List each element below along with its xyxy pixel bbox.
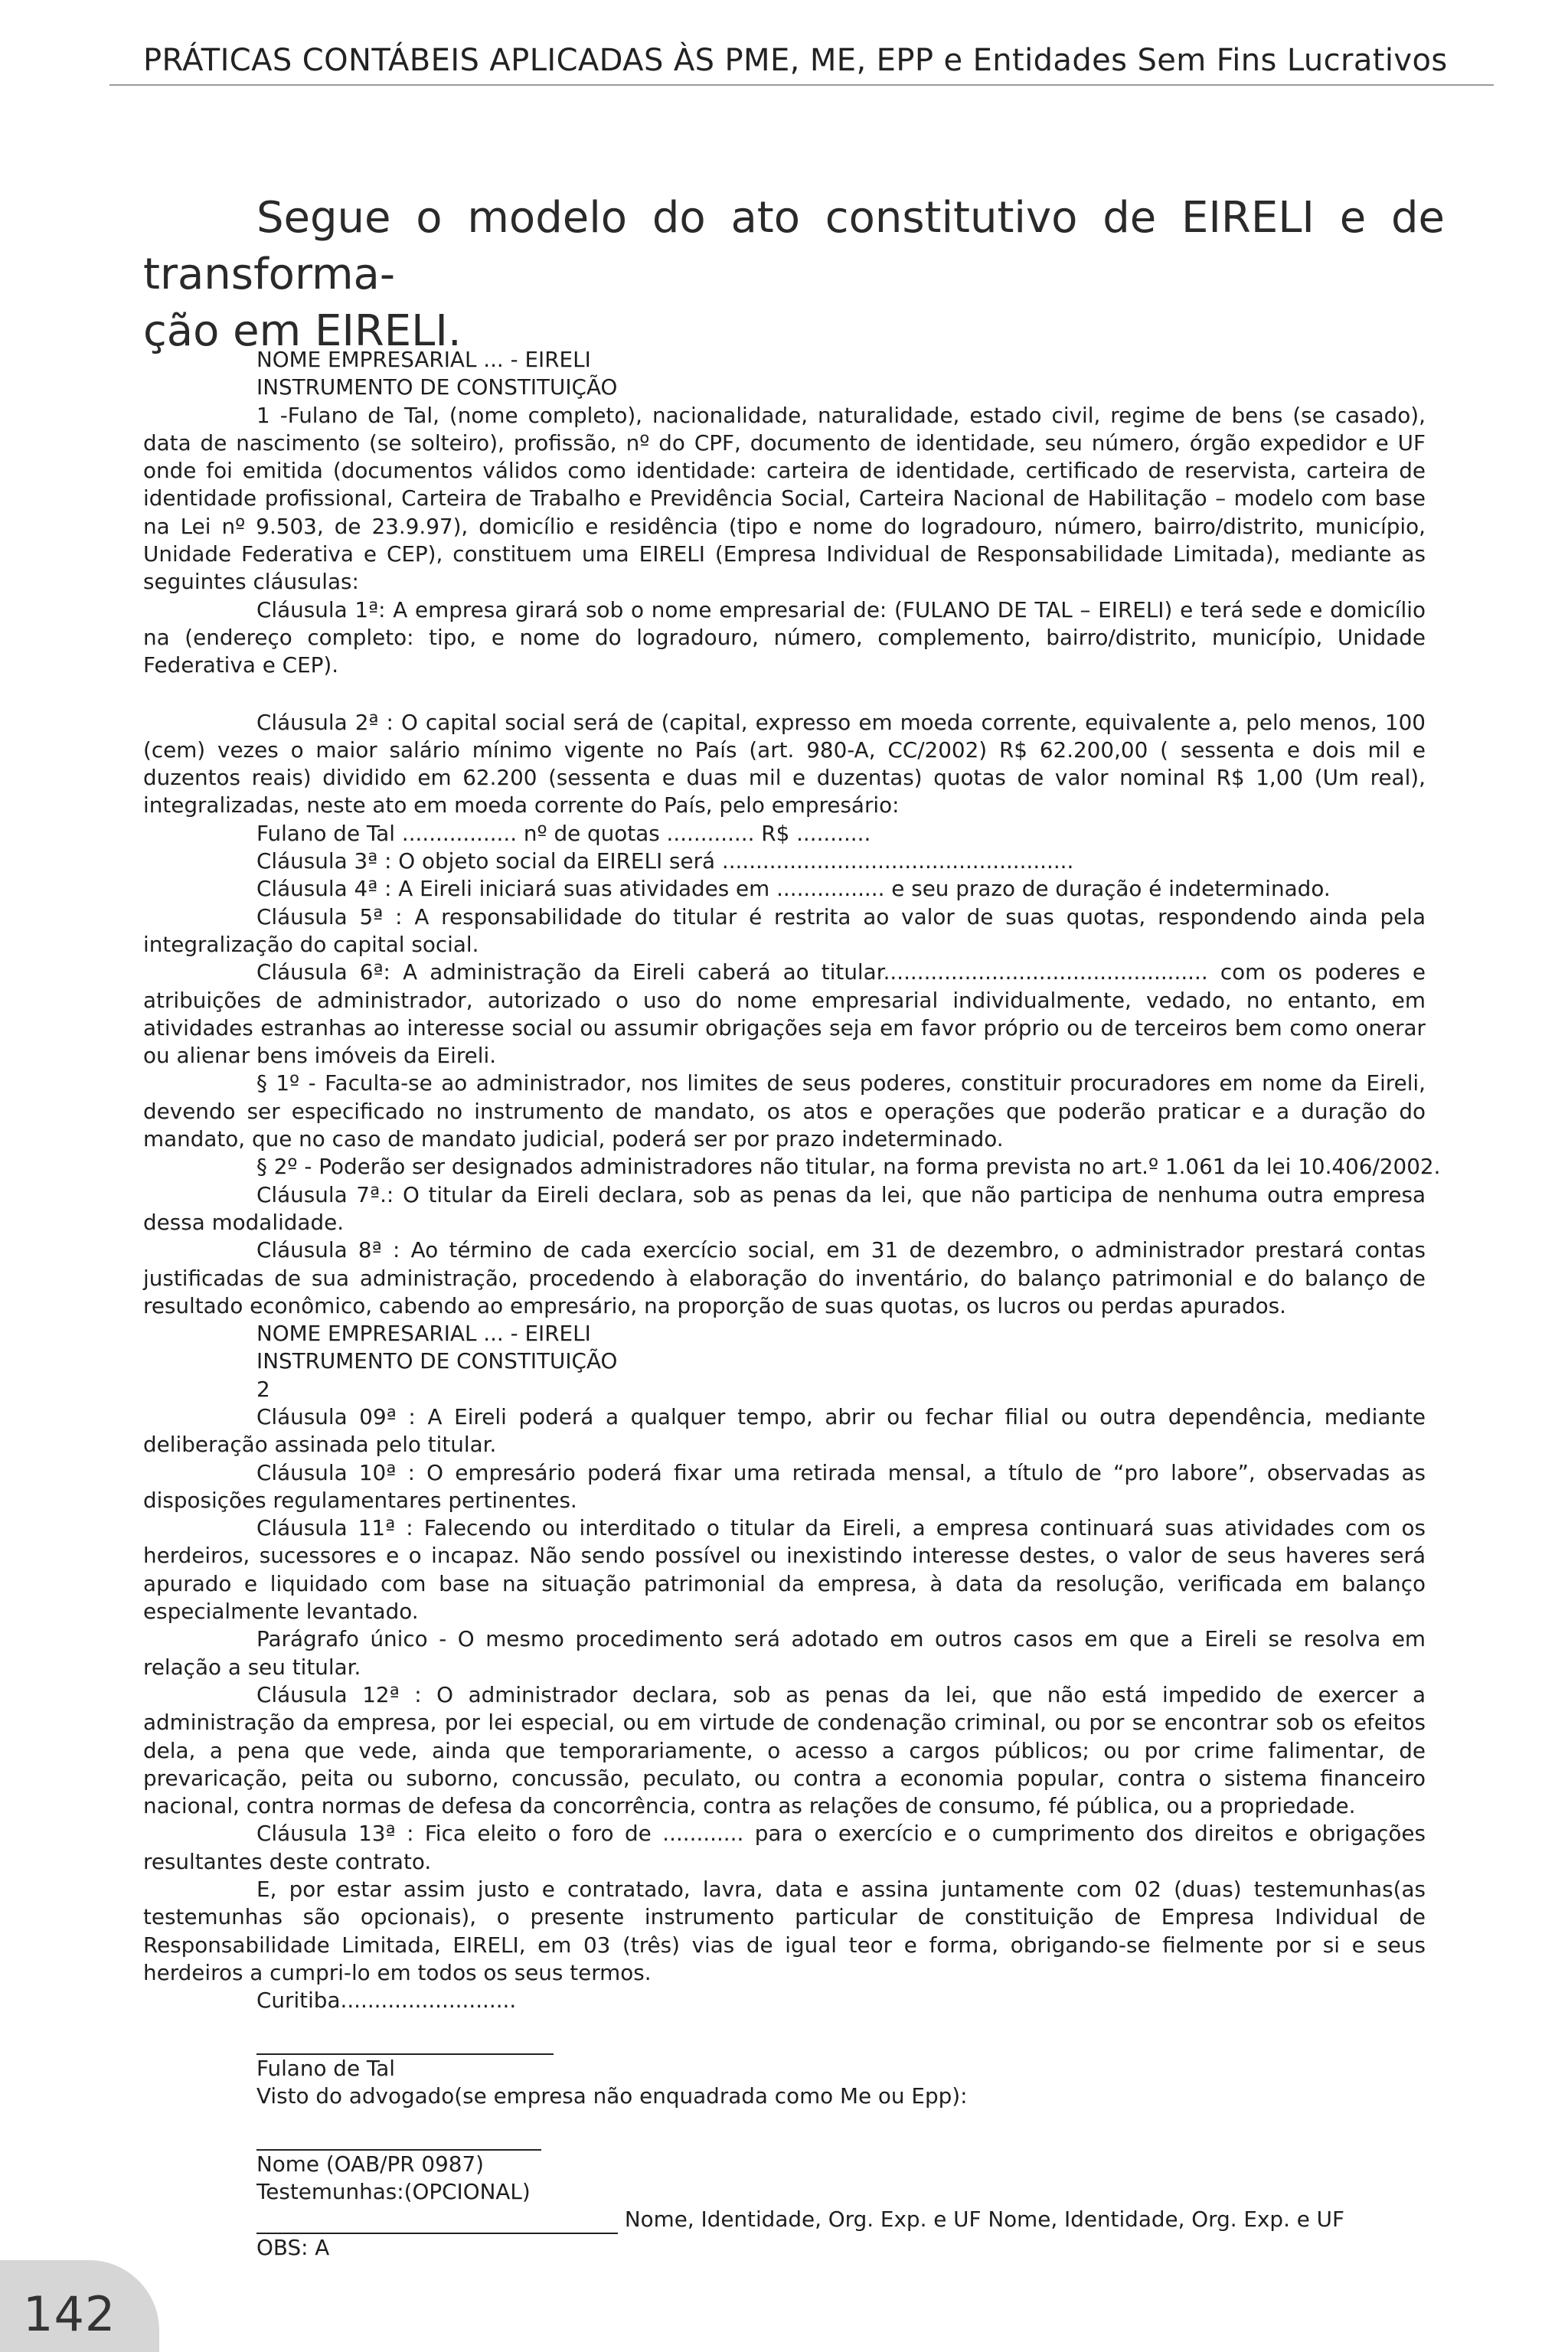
clause-9: Cláusula 09ª : A Eireli poderá a qualquer tempo, abrir ou fechar filial ou outra dependência, mediante deliberação assinada pelo titular. <box>143 1403 1426 1458</box>
document-subtitle: INSTRUMENTO DE CONSTITUIÇÃO <box>256 374 618 400</box>
clause-11: Cláusula 11ª : Falecendo ou interditado o titular da Eireli, a empresa continuará suas atividades com os herdeiros, sucessores e o incapaz. Não sendo possível ou inexistindo interesse destes, o valor de seus haveres será apurado e liquidado com base na situação patrimonial da empresa, à data da resolução, verificada em balanço especialmente levantado. <box>143 1515 1426 1625</box>
obs-note: OBS: A <box>256 2234 330 2260</box>
clause-8: Cláusula 8ª : Ao término de cada exercício social, em 31 de dezembro, o administrador prestará contas justificadas de sua administração, procedendo à elaboração do inventário, do balanço patrimonial e do balanço de resultado econômico, cabendo ao empresário, na proporção de suas quotas, os lucros ou perdas apurados. <box>143 1237 1426 1318</box>
clause-5: Cláusula 5ª : A responsabilidade do titular é restrita ao valor de suas quotas, respondendo ainda pela integralização do capital social. <box>143 903 1426 957</box>
clause-2: Cláusula 2ª : O capital social será de (capital, expresso em moeda corrente, equivalente a, pelo menos, 100 (cem) vezes o maior salário mínimo vigente no País (art. 980-A, CC/2002) R$ 62.200,00 ( sessenta e dois mil e duzentos reais) dividido em 62.200 (sessenta e duas mil e duzentas) quotas de valor nominal R$ 1,00 (Um real), integralizadas, neste ato em moeda corrente do País, pelo empresário: <box>143 709 1426 818</box>
document-title: NOME EMPRESARIAL ... - EIRELI <box>256 347 591 372</box>
document-title-2: NOME EMPRESARIAL ... - EIRELI <box>256 1321 591 1347</box>
lawyer-name: Nome (OAB/PR 0987) <box>256 2151 484 2177</box>
intro-line-2: ção em EIRELI. <box>143 306 462 356</box>
header-rule <box>109 84 1494 86</box>
clause-7: Cláusula 7ª.: O titular da Eireli declara, sob as penas da lei, que não participa de nenhuma outra empresa dessa modalidade. <box>143 1181 1426 1235</box>
intro-paragraph <box>143 190 1445 360</box>
witnesses-text: Nome, Identidade, Org. Exp. e UF Nome, Identidade, Org. Exp. e UF <box>624 2207 1345 2233</box>
place-and-date: Curitiba.......................... <box>256 1988 517 2014</box>
clause-10: Cláusula 10ª : O empresário poderá fixar uma retirada mensal, a título de “pro labore”, observadas as disposições regulamentares pertinentes. <box>143 1459 1426 1513</box>
lawyer-note: Visto do advogado(se empresa não enquadrada como Me ou Epp): <box>256 2083 968 2109</box>
sheet-number: 2 <box>256 1376 270 1402</box>
quota-line: Fulano de Tal ................. nº de quotas ............. R$ ........... <box>256 820 871 846</box>
clause-6: Cláusula 6ª: A administração da Eireli caberá ao titular................................................ com os poderes e atribuições de administrador, autorizado o uso do nome empresarial individualmente, vedado, no entanto, em atividades estranhas ao interesse social ou assumir obrigações seja em favor próprio ou de terceiros bem como onerar ou alienar bens imóveis da Eireli. <box>143 959 1426 1069</box>
party-qualification: 1 -Fulano de Tal, (nome completo), nacionalidade, naturalidade, estado civil, regime de bens (se casado), data de nascimento (se solteiro), profissão, nº do CPF, documento de identidade, seu número, órgão expedidor e UF onde foi emitida (documentos válidos como identidade: carteira de identidade, certificado de reservista, carteira de identidade profissional, Carteira de Trabalho e Previdência Social, Carteira Nacional de Habilitação – modelo com base na Lei nº 9.503, de 23.9.97), domicílio e residência (tipo e nome do logradouro, número, bairro/distrito, município, Unidade Federativa e CEP), constituem uma EIRELI (Empresa Individual de Responsabilidade Limitada), mediante as seguintes cláusulas: <box>143 402 1426 595</box>
paragraph-2: § 2º - Poderão ser designados administradores não titular, na forma prevista no art.º 1.061 da lei 10.406/2002. <box>256 1154 1441 1180</box>
witnesses-signature-line <box>143 2206 1426 2233</box>
paragraph-1: § 1º - Faculta-se ao administrador, nos limites de seus poderes, constituir procuradores em nome da Eireli, devendo ser especificado no instrumento de mandato, os atos e operações que poderão praticar e a duração do mandato, que no caso de mandato judicial, poderá ser por prazo indeterminado. <box>143 1070 1426 1152</box>
signature-line-owner <box>143 2027 1426 2055</box>
page-number: 142 <box>23 2286 116 2342</box>
clause-12: Cláusula 12ª : O administrador declara, sob as penas da lei, que não está impedido de exercer a administração da empresa, por lei especial, ou em virtude de condenação criminal, ou por se encontrar sob os efeitos dela, a pena que vede, ainda que temporariamente, o acesso a cargos públicos; ou por crime falimentar, de prevaricação, peita ou suborno, concussão, peculato, ou contra a economia popular, contra o sistema financeiro nacional, contra normas de defesa da concorrência, contra as relações de consumo, fé pública, ou a propriedade. <box>143 1681 1426 1819</box>
signer-name: Fulano de Tal <box>256 2055 396 2081</box>
closing-statement: E, por estar assim justo e contratado, lavra, data e assina juntamente com 02 (duas) testemunhas(as testemunhas são opcionais), o presente instrumento particular de constituição de Empresa Individual de Responsabilidade Limitada, EIRELI, em 03 (três) vias de igual teor e forma, obrigando-se fielmente por si e seus herdeiros a cumpri-lo em todos os seus termos. <box>143 1877 1426 1985</box>
clause-3: Cláusula 3ª : O objeto social da EIRELI será .................................................... <box>256 848 1074 874</box>
signature-line-lawyer <box>143 2122 1426 2150</box>
document-body <box>143 346 1441 2262</box>
witnesses-label: Testemunhas:(OPCIONAL) <box>256 2179 531 2204</box>
clause-1: Cláusula 1ª: A empresa girará sob o nome empresarial de: (FULANO DE TAL – EIRELI) e terá sede e domicílio na (endereço completo: tipo, e nome do logradouro, número, complemento, bairro/distrito, município, Unidade Federativa e CEP). <box>143 596 1426 678</box>
running-header: PRÁTICAS CONTÁBEIS APLICADAS ÀS PME, ME, EPP e Entidades Sem Fins Lucrativos <box>143 43 1448 78</box>
clause-4: Cláusula 4ª : A Eireli iniciará suas atividades em ................ e seu prazo de duração é indeterminado. <box>256 876 1331 902</box>
sole-paragraph: Parágrafo único - O mesmo procedimento será adotado em outros casos em que a Eireli se resolva em relação a seu titular. <box>143 1626 1426 1680</box>
intro-line-1: Segue o modelo do ato constitutivo de EIRELI e de transforma- <box>143 193 1445 299</box>
clause-13: Cláusula 13ª : Fica eleito o foro de ............ para o exercício e o cumprimento dos direitos e obrigações resultantes deste contrato. <box>143 1821 1426 1874</box>
document-subtitle-2: INSTRUMENTO DE CONSTITUIÇÃO <box>256 1348 618 1374</box>
